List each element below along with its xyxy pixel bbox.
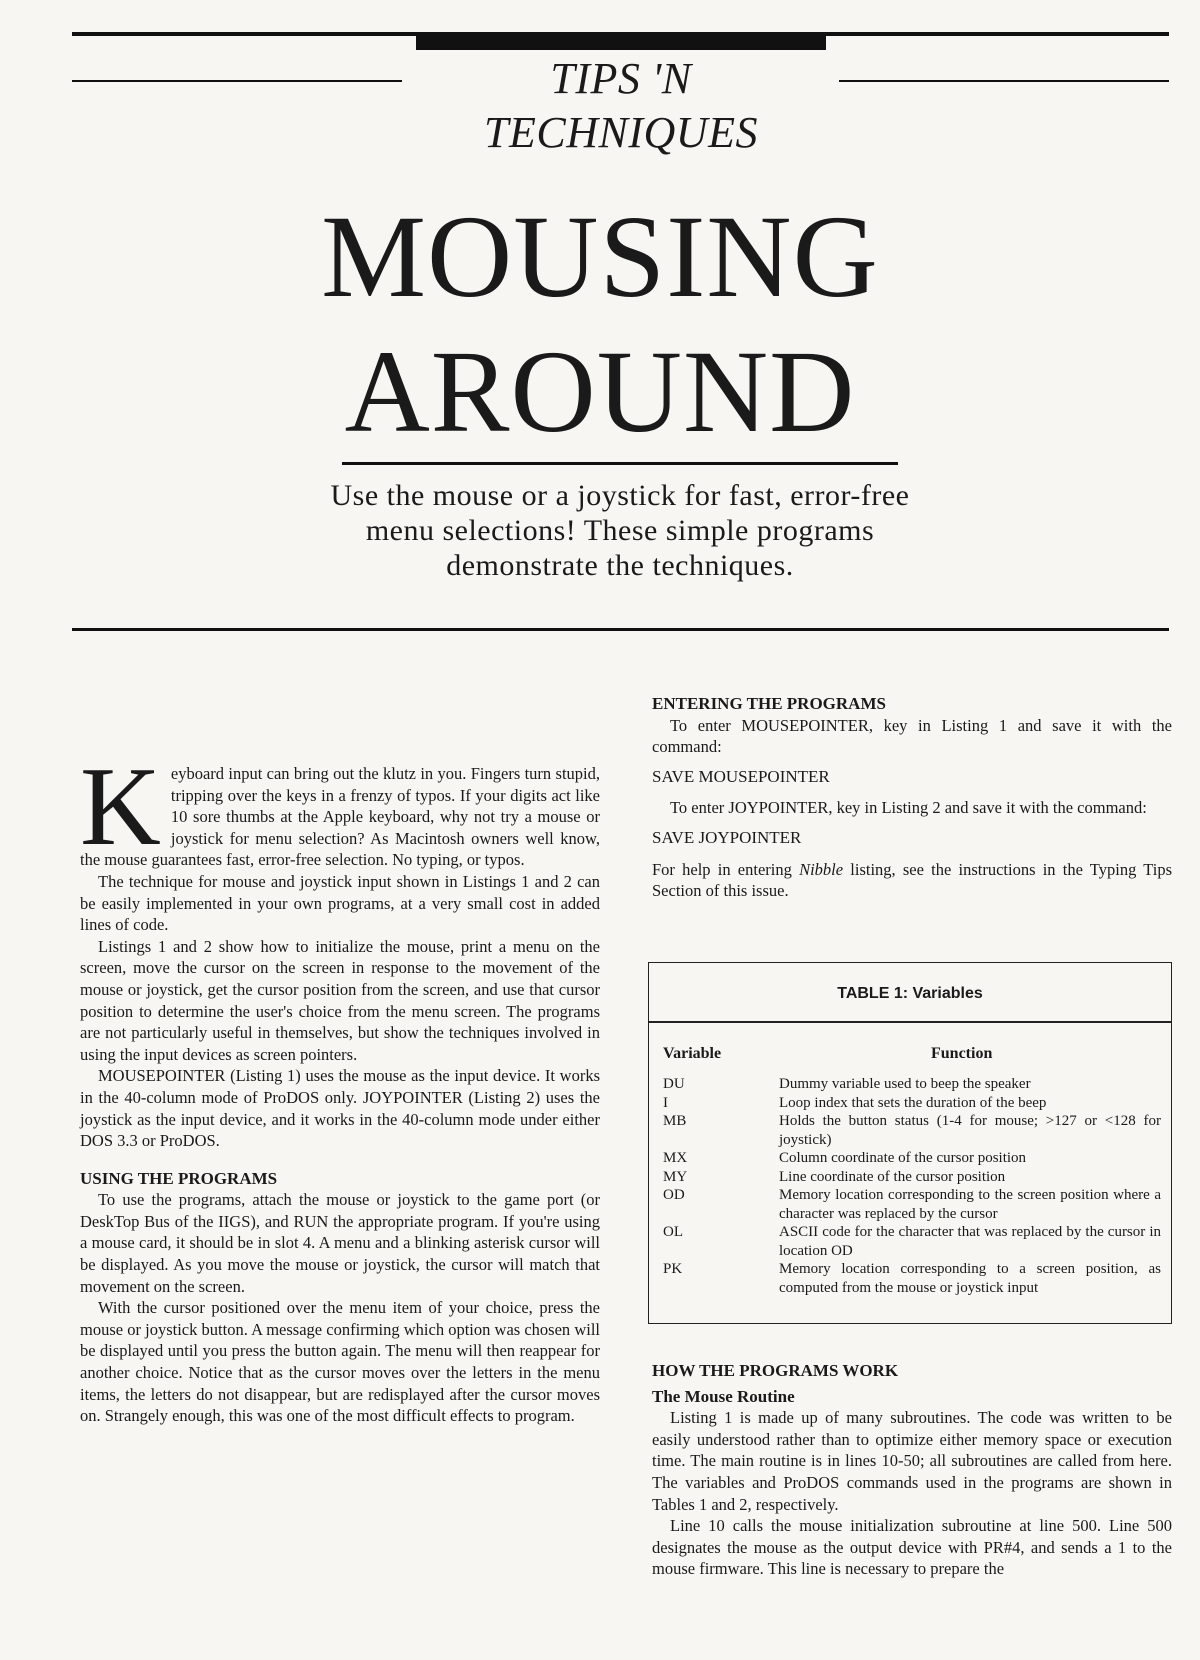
title-divider [342,462,898,465]
table-cell-function: Dummy variable used to beep the speaker [779,1076,1031,1092]
table-row [663,1260,1161,1297]
table-title-rule [649,1021,1171,1023]
heading-entering-programs: ENTERING THE PROGRAMS [652,694,886,713]
subheading-mouse-routine: The Mouse Routine [652,1386,795,1406]
paragraph-3: Listings 1 and 2 show how to initialize the mouse, print a menu on the screen, move the cursor on the screen in response to the movement of the mouse or joystick, get the cursor position from the screen, and use that cursor position to determine the user's choice from the menu screen. The programs are not particularly useful in themselves, but show the techniques involved in using the input devices as screen pointers. [80,936,600,1064]
table-cell-function: ASCII code for the character that was replaced by the cursor in location OD [779,1224,1161,1259]
entering-text-a: For help in entering [652,859,800,879]
paragraph-5: To use the programs, attach the mouse or joystick to the game port (or DeskTop Bus of the IIGS), and RUN the appropriate program. If you're using a mouse card, it should be in slot 4. A menu and a blinking asterisk cursor will be displayed. As you move the mouse or joystick, the cursor will match that movement on the screen. [80,1190,600,1296]
table-row [663,1186,1161,1223]
table-cell-variable: OL [663,1224,683,1240]
heading-how-programs-work: HOW THE PROGRAMS WORK [652,1361,899,1380]
intro-paragraph [80,745,600,871]
table-cell-variable: MX [663,1150,688,1166]
paragraph-4: MOUSEPOINTER (Listing 1) uses the mouse as the input device. It works in the 40-column mode of ProDOS only. JOYPOINTER (Listing 2) uses the joystick as the input device, and it works in the 40-column mode under either DOS 3.3 or ProDOS. [80,1066,600,1151]
command-save-mousepointer: SAVE MOUSEPOINTER [652,766,830,786]
table-title: TABLE 1: Variables [837,985,983,1002]
table-rows [663,1075,1161,1297]
entering-text-b: listing, see the instructions in the Typing Tips Section of this issue. [652,859,1172,901]
table-cell-function: Memory location corresponding to the screen position where a character was replaced by the cursor [779,1187,1161,1222]
table-cell-function: Loop index that sets the duration of the beep [779,1094,1047,1111]
command-save-joypointer: SAVE JOYPOINTER [652,827,802,847]
right-column-bottom [652,1360,1172,1580]
body-divider [72,628,1169,631]
section-header [72,52,1169,157]
table-cell-variable: MB [663,1113,687,1129]
article-title-line1: MOUSING [321,191,879,322]
table-cell-function: Memory location corresponding to a screen position, as computed from the mouse or joystick input [779,1261,1161,1296]
table-row [663,1094,1161,1113]
table-row [663,1075,1161,1094]
table-cell-variable: DU [663,1076,685,1092]
table-row [663,1112,1161,1149]
entering-paragraph-1: To enter MOUSEPOINTER, key in Listing 1 and save it with the command: [652,715,1172,757]
article-title-line2: AROUND [344,326,856,457]
table-cell-variable: MY [663,1168,688,1185]
section-title: TIPS 'N TECHNIQUES [484,54,758,157]
table-cell-function: Column coordinate of the cursor position [779,1150,1027,1166]
table-row [663,1149,1161,1168]
heading-using-programs: USING THE PROGRAMS [80,1168,278,1188]
table-cell-variable: PK [663,1261,683,1277]
table-cell-function: Holds the button status (1-4 for mouse; >127 or <128 for joystick) [779,1113,1161,1148]
section-rule-right [839,80,1169,82]
table-header-function: Function [931,1045,993,1062]
intro-text: eyboard input can bring out the klutz in you. Fingers turn stupid, tripping over the keys in a frenzy of typos. If your digits act like 10 sore thumbs at the Apple keyboard, why not try a mouse or joystick for menu selection? As Macintosh owners well know, the mouse guarantees fast, error-free selection. No typing, or typos. [80,764,600,870]
paragraph-2: The technique for mouse and joystick input shown in Listings 1 and 2 can be easily implemented in your own programs, at a very small cost in added lines of code. [80,871,600,935]
left-column [80,745,600,1427]
right-column-top [652,693,1172,902]
entering-paragraph-3 [652,859,1172,902]
nibble-italic: Nibble [799,859,844,879]
top-rule-tab [416,34,826,50]
article-deck: Use the mouse or a joystick for fast, error-free menu selections! These simple programs demonstrate the techniques. [330,479,910,582]
table-cell-variable: OD [663,1187,685,1203]
entering-paragraph-2: To enter JOYPOINTER, key in Listing 2 and save it with the command: [670,798,1147,818]
table-row [663,1168,1161,1187]
how-paragraph-1: Listing 1 is made up of many subroutines. The code was written to be easily understood rather than to optimize either memory space or execution time. The main routine is in lines 10-50; all subroutines are called from here. The variables and ProDOS commands used in the programs are shown in Tables 1 and 2, respectively. [652,1408,1172,1514]
table-variables [648,962,1172,1324]
table-cell-function: Line coordinate of the cursor position [779,1168,1006,1185]
section-rule-left [72,80,402,82]
table-cell-variable: I [663,1094,668,1111]
table-row [663,1223,1161,1260]
drop-cap: K [80,745,161,869]
how-paragraph-2: Line 10 calls the mouse initialization subroutine at line 500. Line 500 designates the mouse as the output device with PR#4, and sends a 1 to the mouse firmware. This line is necessary to prepare the [652,1516,1172,1579]
table-header-variable: Variable [663,1045,722,1062]
paragraph-6: With the cursor positioned over the menu item of your choice, press the mouse or joystick button. A message confirming which option was chosen will be displayed until you press the button again. The menu will then reappear for another choice. Notice that as the cursor moves over the letters in the menu items, the letters do not disappear, but are redisplayed after the cursor moves on. Strangely enough, this was one of the most difficult effects to program. [80,1298,600,1426]
